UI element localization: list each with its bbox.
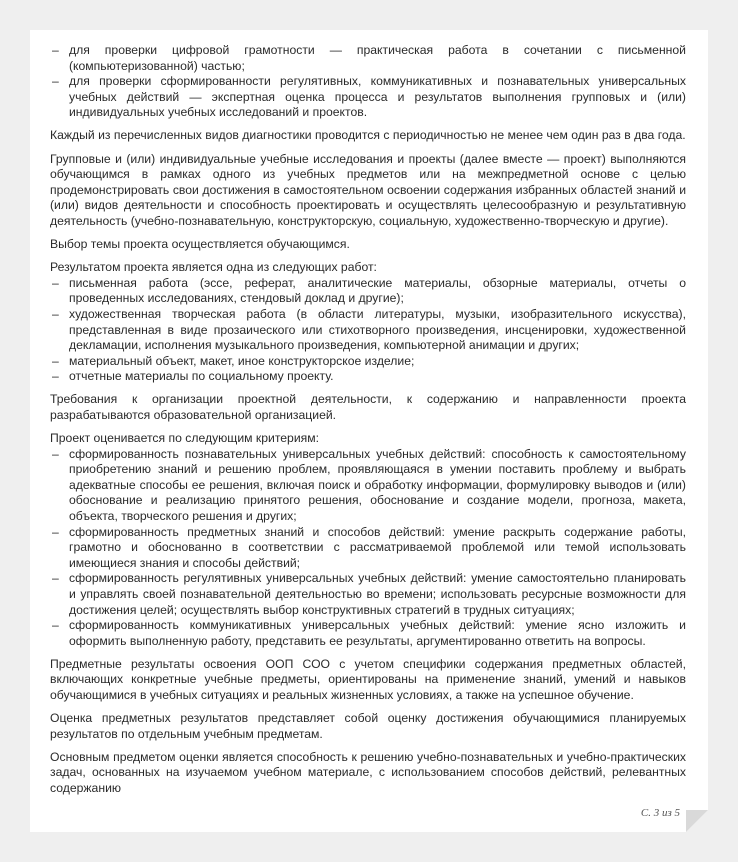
paragraph: Групповые и (или) индивидуальные учебные исследования и проекты (далее вместе — проект) выполняются обучающимся в рамках одного из учебных предметов или на межпредметной основе с целью продемонстрировать свои достижения в самостоятельном освоении содержания избранных областей знаний и (или) видов деятельности и способность проектировать и осуществлять целесообразную и результативную деятельность (учебно-познавательную, конструкторскую, социальную, художественно-творческую и другие). bbox=[50, 151, 686, 228]
paragraph: Требования к организации проектной деятельности, к содержанию и направленности проекта разрабатываются образовательной организацией. bbox=[50, 392, 686, 422]
list-item: – сформированность коммуникативных универсальных учебных действий: умение ясно изложить и оформить выполненную работу, представить ее результаты, аргументированно ответить на вопросы. bbox=[50, 618, 686, 649]
paragraph: Основным предметом оценки является способность к решению учебно-познавательных и учебно-практических задач, основанных на изучаемом учебном материале, с использованием способов действий, релевантных содержанию bbox=[50, 749, 686, 796]
page-corner-fold bbox=[686, 810, 708, 832]
page-number: С. 3 из 5 bbox=[640, 807, 680, 820]
diagnostics-list bbox=[50, 43, 686, 121]
list-item: – отчетные материалы по социальному проекту. bbox=[50, 369, 686, 385]
paragraph: Оценка предметных результатов представляет собой оценку достижения обучающимися планируемых результатов по отдельным учебным предметам. bbox=[50, 711, 686, 741]
criteria-list bbox=[50, 447, 686, 650]
list-item: – сформированность предметных знаний и способов действий: умение раскрыть содержание работы, грамотно и обоснованно в соответствии с рассматриваемой проблемой или темой использовать имеющиеся знания и способы действий; bbox=[50, 525, 686, 572]
list-item: – сформированность регулятивных универсальных учебных действий: умение самостоятельно планировать и управлять своей познавательной деятельностью во времени; использовать ресурсные возможности для достижения целей; осуществлять выбор конструктивных стратегий в трудных ситуациях; bbox=[50, 571, 686, 618]
paragraph-lead: Проект оценивается по следующим критериям: bbox=[50, 431, 319, 446]
paragraph: Предметные результаты освоения ООП СОО с учетом специфики содержания предметных областей, включающих конкретные учебные предметы, ориентированы на применение знаний, умений и навыков обучающимися в учебных ситуациях и реальных жизненных условиях, а также на успешное обучение. bbox=[50, 656, 686, 703]
list-item: – для проверки цифровой грамотности — практическая работа в сочетании с письменной (компьютеризованной) частью; bbox=[50, 43, 686, 74]
list-item: – художественная творческая работа (в области литературы, музыки, изобразительного искусства), представленная в виде прозаического или стихотворного произведения, инсценировки, художественной декламации, исполнения музыкального произведения, компьютерной анимации и других; bbox=[50, 307, 686, 354]
list-item: – для проверки сформированности регулятивных, коммуникативных и познавательных универсальных учебных действий — экспертная оценка процесса и результатов выполнения групповых и (или) индивидуальных учебных исследований и проектов. bbox=[50, 74, 686, 121]
project-results-list bbox=[50, 276, 686, 385]
paragraph: Выбор темы проекта осуществляется обучающимся. bbox=[50, 237, 350, 252]
list-item: – материальный объект, макет, иное конструкторское изделие; bbox=[50, 354, 686, 370]
paragraph-lead: Результатом проекта является одна из следующих работ: bbox=[50, 260, 377, 275]
paragraph: Каждый из перечисленных видов диагностики проводится с периодичностью не менее чем один раз в два года. bbox=[50, 128, 686, 143]
document-page bbox=[30, 30, 708, 832]
list-item: – сформированность познавательных универсальных учебных действий: способность к самостоятельному приобретению знаний и решению проблем, проявляющаяся в умении поставить проблему и выбрать адекватные способы ее решения, включая поиск и обработку информации, формулировку выводов и (или) обоснование и реализацию принятого решения, обоснование и создание модели, прогноза, макета, объекта, творческого решения и других; bbox=[50, 447, 686, 525]
list-item: – письменная работа (эссе, реферат, аналитические материалы, обзорные материалы, отчеты о проведенных исследованиях, стендовый доклад и другие); bbox=[50, 276, 686, 307]
